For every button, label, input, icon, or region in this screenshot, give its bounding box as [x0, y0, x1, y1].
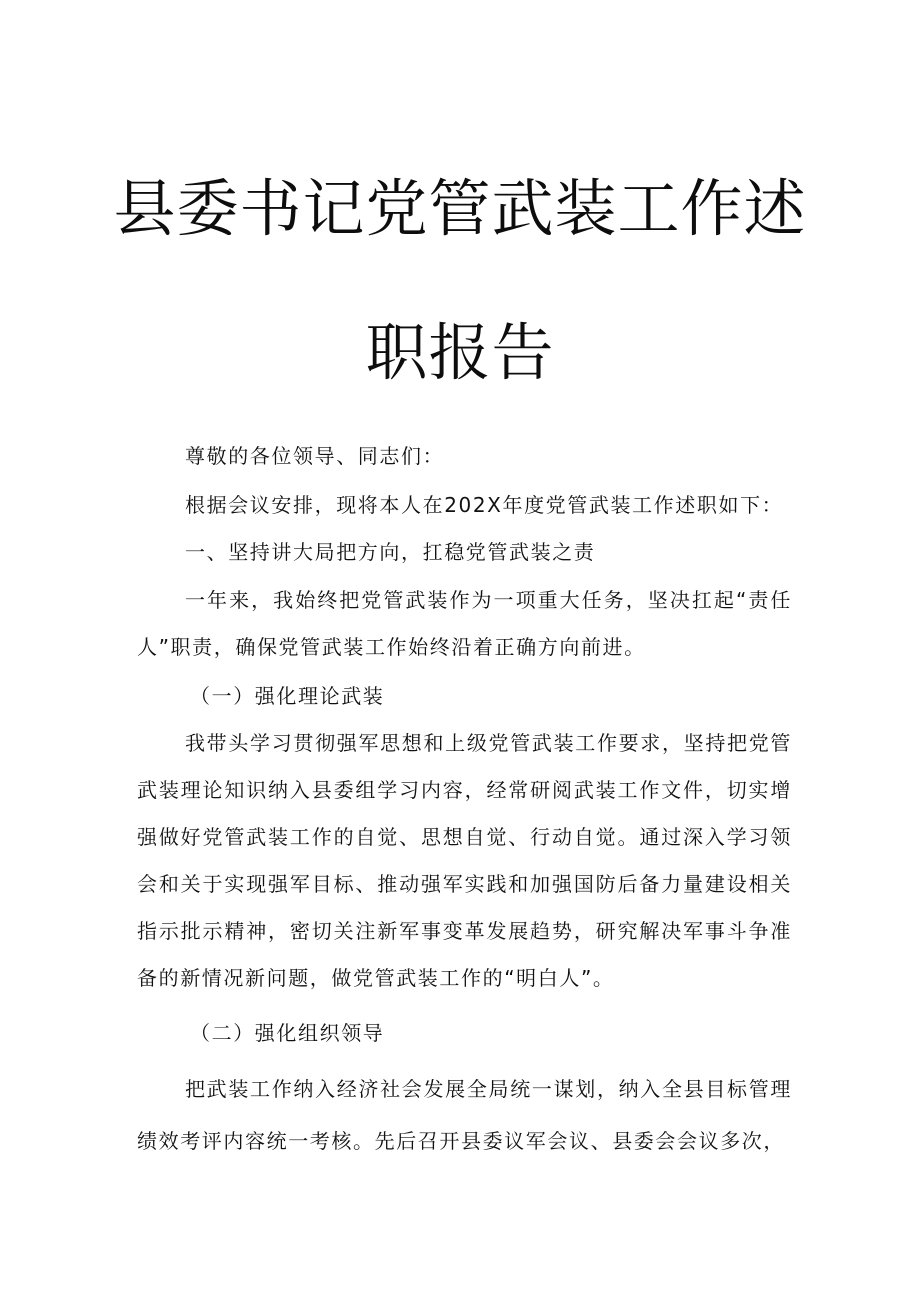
subsection-1-paragraph-line: 强做好党管武装工作的自觉、思想自觉、行动自觉。通过深入学习领	[137, 825, 792, 849]
subsection-1-heading: （一）强化理论武装	[190, 684, 385, 708]
subsection-2-paragraph-line: 绩效考评内容统一考核。先后召开县委议军会议、县委会会议多次，	[137, 1129, 785, 1153]
document-title-line-2: 职报告	[365, 316, 555, 389]
subsection-1-paragraph-line: 武装理论知识纳入县委组学习内容，经常研阅武装工作文件，切实增	[137, 778, 792, 802]
section-1-heading: 一、坚持讲大局把方向，扛稳党管武装之责	[185, 540, 596, 564]
subsection-2-paragraph-line: 把武装工作纳入经济社会发展全局统一谋划，纳入全县目标管理	[185, 1077, 792, 1101]
subsection-1-paragraph-line: 指示批示精神，密切关注新军事变革发展趋势，研究解决军事斗争准	[137, 919, 792, 943]
subsection-1-paragraph-line: 会和关于实现强军目标、推动强军实践和加强国防后备力量建设相关	[137, 872, 792, 896]
section-1-paragraph-line: 一年来，我始终把党管武装作为一项重大任务，坚决扛起“责任	[185, 588, 792, 612]
subsection-1-paragraph-line: 备的新情况新问题，做党管武装工作的“明白人”。	[137, 966, 615, 990]
section-1-paragraph-line: 人”职责，确保党管武装工作始终沿着正确方向前进。	[137, 635, 646, 659]
salutation: 尊敬的各位领导、同志们：	[185, 444, 445, 468]
intro-paragraph: 根据会议安排，现将本人在202X年度党管武装工作述职如下：	[185, 493, 784, 517]
subsection-1-paragraph-line: 我带头学习贯彻强军思想和上级党管武装工作要求，坚持把党管	[185, 731, 792, 755]
document-title-line-1: 县委书记党管武装工作述	[113, 172, 807, 245]
subsection-2-heading: （二）强化组织领导	[190, 1021, 385, 1045]
